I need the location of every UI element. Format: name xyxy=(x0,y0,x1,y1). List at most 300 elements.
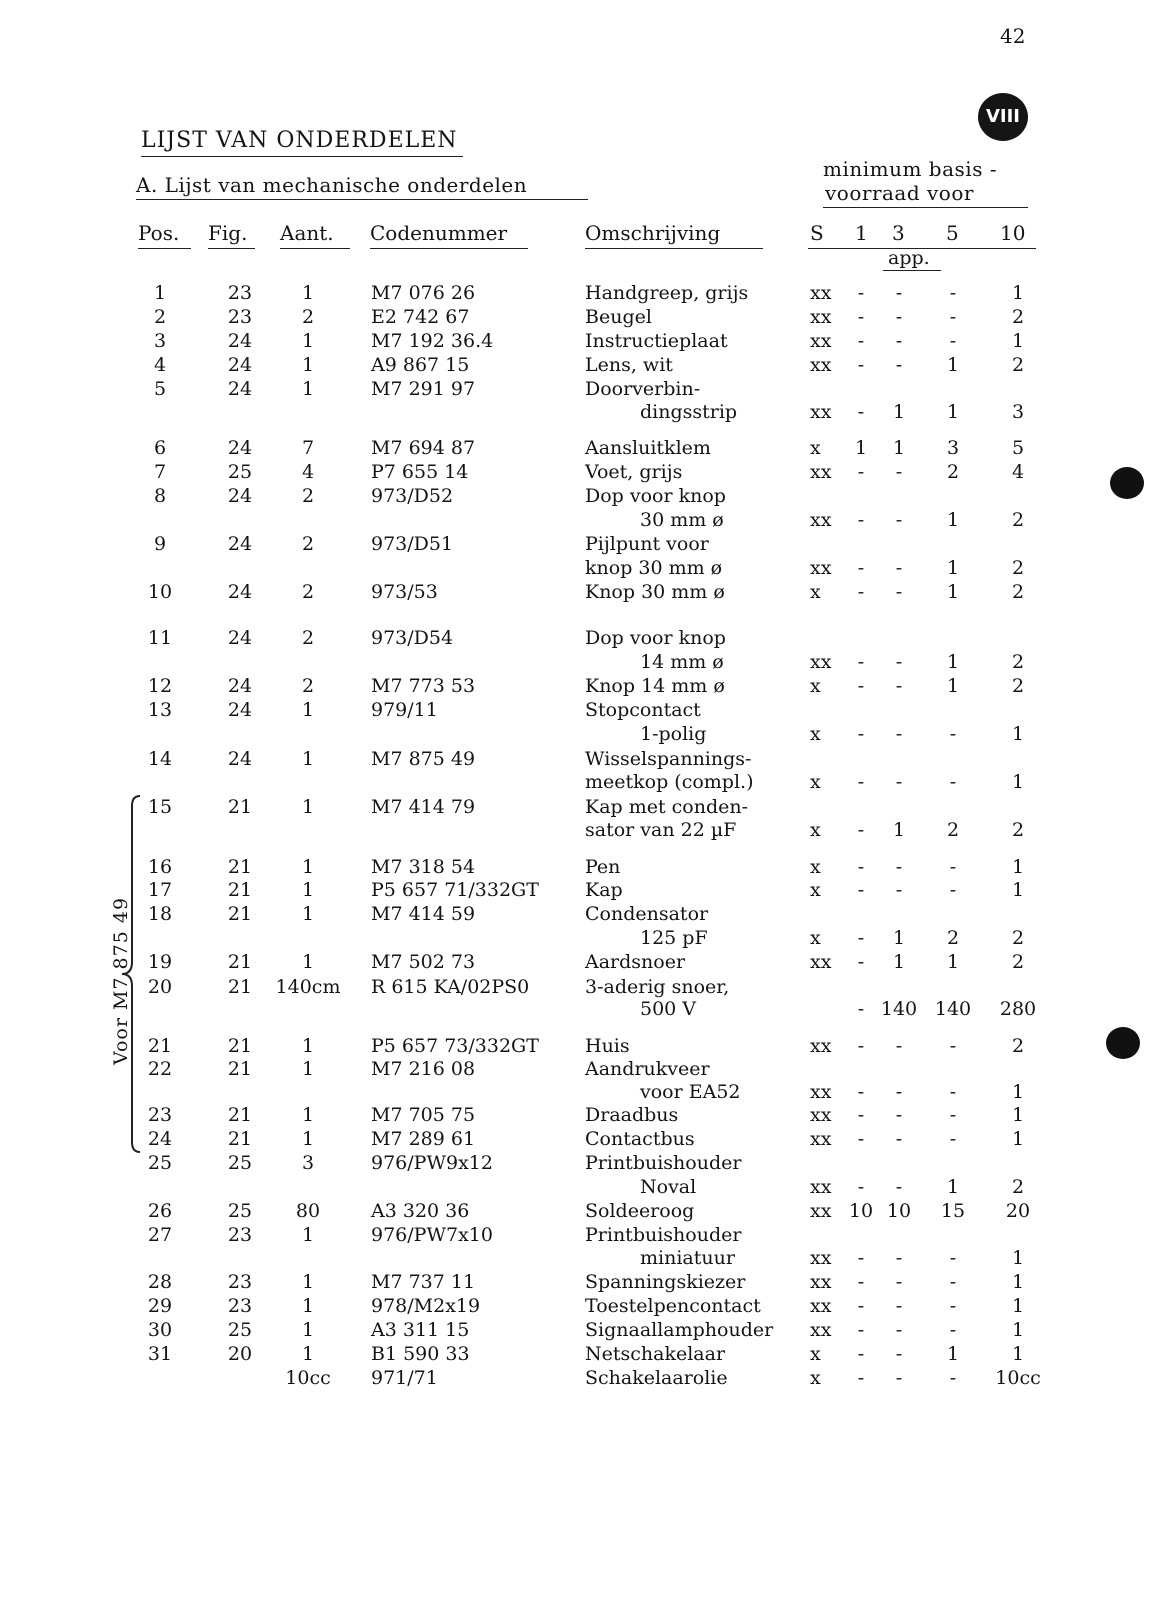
cell-pos: 27 xyxy=(147,1224,173,1246)
cell-stock-s: xx xyxy=(810,951,832,973)
cell-desc: Stopcontact xyxy=(585,699,701,721)
cell-qty-10: 2 xyxy=(1011,581,1025,603)
cell-pos: 10 xyxy=(147,581,173,603)
cell-desc: Schakelaarolie xyxy=(585,1367,728,1389)
cell-desc: Dop voor knop xyxy=(585,485,726,507)
cell-desc: Pijlpunt voor xyxy=(585,533,709,555)
cell-fig: 23 xyxy=(227,1295,253,1317)
cell-qty-1: - xyxy=(857,675,865,697)
cell-qty-3: 1 xyxy=(892,927,906,949)
table-row xyxy=(0,976,1172,1000)
cell-qty-3: 1 xyxy=(892,401,906,423)
cell-code: P5 657 71/332GT xyxy=(371,879,539,901)
cell-code: P7 655 14 xyxy=(371,461,469,483)
cell-qty-3: - xyxy=(895,282,903,304)
cell-desc: sator van 22 µF xyxy=(585,819,737,841)
table-row xyxy=(0,1176,1172,1200)
cell-desc: Draadbus xyxy=(585,1104,679,1126)
cell-desc: 3-aderig snoer, xyxy=(585,976,730,998)
cell-qty-10: 4 xyxy=(1011,461,1025,483)
page-title: LIJST VAN ONDERDELEN xyxy=(141,128,458,153)
cell-qty-3: 1 xyxy=(892,819,906,841)
cell-code: M7 289 61 xyxy=(371,1128,476,1150)
cell-stock-s: xx xyxy=(810,306,832,328)
cell-qty-1: - xyxy=(857,1081,865,1103)
cell-code: M7 414 59 xyxy=(371,903,476,925)
cell-code: E2 742 67 xyxy=(371,306,470,328)
cell-qty-3: - xyxy=(895,856,903,878)
cell-fig: 21 xyxy=(227,1035,253,1057)
cell-code: A3 311 15 xyxy=(371,1319,470,1341)
cell-qty-5: 1 xyxy=(946,509,960,531)
cell-qty-10: 2 xyxy=(1011,675,1025,697)
cell-qty-10: 1 xyxy=(1011,1319,1025,1341)
cell-pos: 7 xyxy=(153,461,167,483)
cell-stock-s: xx xyxy=(810,1104,832,1126)
cell-stock-s: xx xyxy=(810,461,832,483)
cell-qty-1: - xyxy=(857,1104,865,1126)
subtitle-underline xyxy=(136,199,588,200)
cell-stock-s: x xyxy=(810,437,821,459)
cell-qty-5: 1 xyxy=(946,557,960,579)
cell-qty-5: - xyxy=(949,771,957,793)
table-row xyxy=(0,485,1172,509)
cell-qty-5: 2 xyxy=(946,461,960,483)
cell-desc: Lens, wit xyxy=(585,354,673,376)
cell-desc: Printbuishouder xyxy=(585,1224,742,1246)
cell-aant: 1 xyxy=(301,1035,315,1057)
cell-qty-10: 1 xyxy=(1011,1081,1025,1103)
table-row xyxy=(0,1035,1172,1059)
cell-fig: 20 xyxy=(227,1343,253,1365)
column-header-desc: Omschrijving xyxy=(585,221,721,245)
cell-fig: 24 xyxy=(227,354,253,376)
cell-code: M7 076 26 xyxy=(371,282,476,304)
cell-pos: 15 xyxy=(147,796,173,818)
cell-qty-10: 3 xyxy=(1011,401,1025,423)
cell-qty-5: - xyxy=(949,1295,957,1317)
cell-code: M7 773 53 xyxy=(371,675,476,697)
cell-qty-3: - xyxy=(895,723,903,745)
cell-aant: 1 xyxy=(301,1104,315,1126)
cell-aant: 1 xyxy=(301,1128,315,1150)
cell-stock-s: x xyxy=(810,771,821,793)
cell-qty-10: 2 xyxy=(1011,819,1025,841)
table-row xyxy=(0,1058,1172,1082)
cell-code: M7 694 87 xyxy=(371,437,476,459)
cell-aant: 1 xyxy=(301,903,315,925)
table-row xyxy=(0,998,1172,1022)
cell-code: B1 590 33 xyxy=(371,1343,470,1365)
cell-qty-10: 1 xyxy=(1011,1104,1025,1126)
cell-fig: 23 xyxy=(227,1224,253,1246)
group-side-label: Voor M7 875 49 xyxy=(110,896,132,1065)
cell-aant: 1 xyxy=(301,1271,315,1293)
table-row xyxy=(0,951,1172,975)
cell-qty-1: - xyxy=(857,1319,865,1341)
column-underline-desc xyxy=(585,248,763,249)
cell-code: 973/D51 xyxy=(371,533,454,555)
cell-stock-s: x xyxy=(810,1343,821,1365)
cell-stock-s: x xyxy=(810,723,821,745)
cell-fig: 25 xyxy=(227,1200,253,1222)
cell-stock-s: xx xyxy=(810,1319,832,1341)
cell-code: M7 414 79 xyxy=(371,796,476,818)
cell-desc: Voet, grijs xyxy=(585,461,683,483)
cell-qty-1: - xyxy=(857,1128,865,1150)
cell-desc: Noval xyxy=(640,1176,697,1198)
cell-pos: 23 xyxy=(147,1104,173,1126)
cell-stock-s: xx xyxy=(810,1035,832,1057)
cell-stock-s: xx xyxy=(810,509,832,531)
table-row xyxy=(0,927,1172,951)
cell-pos: 18 xyxy=(147,903,173,925)
cell-qty-5: 3 xyxy=(946,437,960,459)
cell-aant: 1 xyxy=(301,282,315,304)
cell-pos: 22 xyxy=(147,1058,173,1080)
cell-stock-s: xx xyxy=(810,651,832,673)
cell-pos: 26 xyxy=(147,1200,173,1222)
cell-qty-1: - xyxy=(857,1271,865,1293)
cell-desc: Soldeeroog xyxy=(585,1200,695,1222)
column-header-fig: Fig. xyxy=(208,221,248,245)
cell-qty-3: 1 xyxy=(892,437,906,459)
cell-qty-3: - xyxy=(895,1271,903,1293)
cell-qty-10: 2 xyxy=(1011,557,1025,579)
cell-qty-1: - xyxy=(857,651,865,673)
table-row xyxy=(0,401,1172,425)
cell-qty-10: 1 xyxy=(1011,1271,1025,1293)
cell-fig: 25 xyxy=(227,461,253,483)
cell-qty-5: - xyxy=(949,282,957,304)
table-row xyxy=(0,1224,1172,1248)
cell-code: M7 875 49 xyxy=(371,748,476,770)
cell-aant: 1 xyxy=(301,748,315,770)
cell-qty-3: 140 xyxy=(880,998,918,1020)
cell-qty-3: - xyxy=(895,354,903,376)
minimum-header-line1: minimum basis - xyxy=(823,157,998,181)
cell-qty-3: - xyxy=(895,1176,903,1198)
table-row xyxy=(0,1319,1172,1343)
app-underline xyxy=(883,270,941,271)
table-row xyxy=(0,509,1172,533)
cell-aant: 140cm xyxy=(275,976,341,998)
cell-stock-s: x xyxy=(810,1367,821,1389)
cell-desc: Kap xyxy=(585,879,623,901)
cell-desc: Netschakelaar xyxy=(585,1343,726,1365)
cell-qty-1: - xyxy=(857,330,865,352)
cell-code: 973/53 xyxy=(371,581,438,603)
cell-fig: 21 xyxy=(227,856,253,878)
page-number: 42 xyxy=(1000,24,1026,48)
cell-stock-s: xx xyxy=(810,1081,832,1103)
cell-aant: 10cc xyxy=(285,1367,331,1389)
cell-desc: 1-polig xyxy=(640,723,707,745)
cell-qty-10: 1 xyxy=(1011,1295,1025,1317)
table-row xyxy=(0,378,1172,402)
column-underline-fig xyxy=(208,248,255,249)
cell-qty-5: - xyxy=(949,1081,957,1103)
cell-pos: 31 xyxy=(147,1343,173,1365)
cell-qty-1: - xyxy=(857,1367,865,1389)
cell-aant: 4 xyxy=(301,461,315,483)
cell-qty-1: - xyxy=(857,951,865,973)
table-row xyxy=(0,1295,1172,1319)
table-row xyxy=(0,1128,1172,1152)
cell-fig: 24 xyxy=(227,699,253,721)
cell-fig: 24 xyxy=(227,330,253,352)
cell-aant: 1 xyxy=(301,1319,315,1341)
cell-qty-3: - xyxy=(895,581,903,603)
cell-pos: 9 xyxy=(153,533,167,555)
cell-qty-3: - xyxy=(895,1247,903,1269)
cell-qty-3: 1 xyxy=(892,951,906,973)
cell-fig: 24 xyxy=(227,748,253,770)
table-row xyxy=(0,1104,1172,1128)
cell-desc: Beugel xyxy=(585,306,652,328)
cell-qty-10: 2 xyxy=(1011,1035,1025,1057)
cell-desc: 125 pF xyxy=(640,927,708,949)
cell-aant: 2 xyxy=(301,675,315,697)
cell-qty-5: 1 xyxy=(946,675,960,697)
cell-code: R 615 KA/02PS0 xyxy=(371,976,530,998)
table-row xyxy=(0,723,1172,747)
minimum-header-underline xyxy=(823,207,1028,208)
column-header-3: 3 xyxy=(892,221,905,245)
cell-qty-1: 10 xyxy=(848,1200,874,1222)
cell-qty-1: - xyxy=(857,581,865,603)
cell-qty-5: 1 xyxy=(946,581,960,603)
cell-qty-10: 1 xyxy=(1011,330,1025,352)
cell-desc: Toestelpencontact xyxy=(585,1295,761,1317)
table-row xyxy=(0,771,1172,795)
cell-fig: 21 xyxy=(227,1058,253,1080)
cell-code: M7 737 11 xyxy=(371,1271,476,1293)
table-row xyxy=(0,437,1172,461)
cell-stock-s: x xyxy=(810,819,821,841)
cell-stock-s: xx xyxy=(810,1128,832,1150)
cell-fig: 25 xyxy=(227,1152,253,1174)
column-underline-pos xyxy=(138,248,191,249)
cell-qty-10: 1 xyxy=(1011,1343,1025,1365)
cell-qty-1: - xyxy=(857,461,865,483)
cell-stock-s: xx xyxy=(810,1295,832,1317)
cell-qty-3: - xyxy=(895,1319,903,1341)
cell-stock-s: xx xyxy=(810,401,832,423)
minimum-header-line2: voorraad voor xyxy=(825,181,974,205)
cell-qty-3: - xyxy=(895,1295,903,1317)
cell-stock-s: xx xyxy=(810,330,832,352)
cell-fig: 24 xyxy=(227,485,253,507)
cell-aant: 2 xyxy=(301,533,315,555)
table-row xyxy=(0,461,1172,485)
cell-qty-10: 2 xyxy=(1011,927,1025,949)
cell-qty-3: - xyxy=(895,1367,903,1389)
cell-pos: 11 xyxy=(147,627,173,649)
cell-desc: Aansluitklem xyxy=(585,437,711,459)
cell-fig: 21 xyxy=(227,903,253,925)
table-row xyxy=(0,354,1172,378)
cell-aant: 1 xyxy=(301,330,315,352)
section-badge: VIII xyxy=(978,93,1028,141)
cell-aant: 1 xyxy=(301,856,315,878)
cell-aant: 1 xyxy=(301,1224,315,1246)
cell-desc: dingsstrip xyxy=(640,401,738,423)
column-header-5: 5 xyxy=(946,221,959,245)
cell-qty-5: 1 xyxy=(946,1343,960,1365)
column-header-aant: Aant. xyxy=(280,221,334,245)
cell-code: 976/PW7x10 xyxy=(371,1224,493,1246)
cell-stock-s: xx xyxy=(810,1176,832,1198)
cell-qty-3: - xyxy=(895,557,903,579)
cell-code: M7 216 08 xyxy=(371,1058,476,1080)
cell-aant: 1 xyxy=(301,378,315,400)
cell-pos: 1 xyxy=(153,282,167,304)
title-underline xyxy=(141,156,463,157)
table-row xyxy=(0,1367,1172,1391)
cell-qty-10: 2 xyxy=(1011,306,1025,328)
cell-qty-1: - xyxy=(857,998,865,1020)
cell-aant: 7 xyxy=(301,437,315,459)
cell-desc: Aardsnoer xyxy=(585,951,686,973)
table-row xyxy=(0,627,1172,651)
column-header-s: S xyxy=(810,221,824,245)
cell-qty-1: - xyxy=(857,1247,865,1269)
cell-stock-s: xx xyxy=(810,1247,832,1269)
cell-aant: 3 xyxy=(301,1152,315,1174)
cell-qty-1: - xyxy=(857,879,865,901)
cell-fig: 24 xyxy=(227,437,253,459)
cell-qty-10: 1 xyxy=(1011,771,1025,793)
cell-desc: Knop 14 mm ø xyxy=(585,675,725,697)
table-row xyxy=(0,796,1172,820)
cell-stock-s: xx xyxy=(810,1271,832,1293)
cell-stock-s: x xyxy=(810,879,821,901)
cell-fig: 24 xyxy=(227,533,253,555)
cell-stock-s: x xyxy=(810,927,821,949)
binder-hole xyxy=(1106,1027,1140,1059)
cell-pos: 21 xyxy=(147,1035,173,1057)
cell-qty-10: 280 xyxy=(999,998,1037,1020)
table-row xyxy=(0,1200,1172,1224)
cell-aant: 2 xyxy=(301,485,315,507)
cell-fig: 23 xyxy=(227,282,253,304)
cell-desc: miniatuur xyxy=(640,1247,735,1269)
cell-qty-5: - xyxy=(949,1367,957,1389)
cell-qty-10: 10cc xyxy=(995,1367,1041,1389)
cell-qty-10: 2 xyxy=(1011,354,1025,376)
cell-aant: 1 xyxy=(301,1295,315,1317)
cell-qty-5: 140 xyxy=(934,998,972,1020)
cell-stock-s: x xyxy=(810,675,821,697)
cell-aant: 1 xyxy=(301,1058,315,1080)
cell-fig: 21 xyxy=(227,1104,253,1126)
cell-desc: knop 30 mm ø xyxy=(585,557,723,579)
cell-qty-3: 10 xyxy=(886,1200,912,1222)
table-row xyxy=(0,699,1172,723)
cell-code: M7 192 36.4 xyxy=(371,330,494,352)
cell-qty-3: - xyxy=(895,1128,903,1150)
cell-stock-s: xx xyxy=(810,1200,832,1222)
cell-aant: 1 xyxy=(301,879,315,901)
cell-fig: 23 xyxy=(227,306,253,328)
table-row xyxy=(0,651,1172,675)
cell-qty-3: - xyxy=(895,1081,903,1103)
cell-qty-1: - xyxy=(857,282,865,304)
cell-qty-5: 15 xyxy=(940,1200,966,1222)
cell-qty-1: - xyxy=(857,509,865,531)
table-row xyxy=(0,675,1172,699)
cell-aant: 2 xyxy=(301,627,315,649)
cell-fig: 21 xyxy=(227,1128,253,1150)
column-underline-aant xyxy=(280,248,350,249)
cell-qty-5: - xyxy=(949,1104,957,1126)
cell-aant: 1 xyxy=(301,796,315,818)
cell-qty-10: 1 xyxy=(1011,856,1025,878)
cell-qty-1: - xyxy=(857,354,865,376)
cell-code: P5 657 73/332GT xyxy=(371,1035,539,1057)
cell-fig: 21 xyxy=(227,976,253,998)
cell-qty-1: - xyxy=(857,1035,865,1057)
column-underline-code xyxy=(370,248,528,249)
cell-aant: 80 xyxy=(295,1200,321,1222)
cell-qty-10: 1 xyxy=(1011,723,1025,745)
cell-qty-1: - xyxy=(857,723,865,745)
cell-code: 976/PW9x12 xyxy=(371,1152,493,1174)
table-row xyxy=(0,1081,1172,1105)
table-row xyxy=(0,1343,1172,1367)
table-row xyxy=(0,879,1172,903)
cell-stock-s: xx xyxy=(810,282,832,304)
cell-desc: Knop 30 mm ø xyxy=(585,581,725,603)
cell-qty-5: - xyxy=(949,1247,957,1269)
table-row xyxy=(0,557,1172,581)
table-row xyxy=(0,819,1172,843)
cell-pos: 17 xyxy=(147,879,173,901)
table-row xyxy=(0,903,1172,927)
cell-qty-3: - xyxy=(895,330,903,352)
cell-pos: 8 xyxy=(153,485,167,507)
cell-desc: Pen xyxy=(585,856,621,878)
cell-qty-5: 2 xyxy=(946,819,960,841)
cell-fig: 24 xyxy=(227,627,253,649)
cell-desc: voor EA52 xyxy=(640,1081,741,1103)
cell-qty-10: 1 xyxy=(1011,282,1025,304)
cell-code: 979/11 xyxy=(371,699,438,721)
cell-qty-1: - xyxy=(857,856,865,878)
cell-aant: 1 xyxy=(301,951,315,973)
cell-fig: 23 xyxy=(227,1271,253,1293)
cell-fig: 21 xyxy=(227,796,253,818)
cell-qty-3: - xyxy=(895,651,903,673)
cell-fig: 24 xyxy=(227,675,253,697)
cell-code: M7 291 97 xyxy=(371,378,476,400)
cell-code: M7 705 75 xyxy=(371,1104,476,1126)
cell-qty-3: - xyxy=(895,1035,903,1057)
cell-qty-3: - xyxy=(895,771,903,793)
cell-desc: 14 mm ø xyxy=(640,651,724,673)
cell-qty-5: - xyxy=(949,879,957,901)
cell-qty-5: - xyxy=(949,1319,957,1341)
cell-qty-10: 2 xyxy=(1011,651,1025,673)
cell-desc: Aandrukveer xyxy=(585,1058,710,1080)
cell-desc: Printbuishouder xyxy=(585,1152,742,1174)
cell-qty-5: 1 xyxy=(946,354,960,376)
table-row xyxy=(0,856,1172,880)
cell-qty-10: 1 xyxy=(1011,879,1025,901)
cell-qty-5: 1 xyxy=(946,651,960,673)
table-row xyxy=(0,306,1172,330)
